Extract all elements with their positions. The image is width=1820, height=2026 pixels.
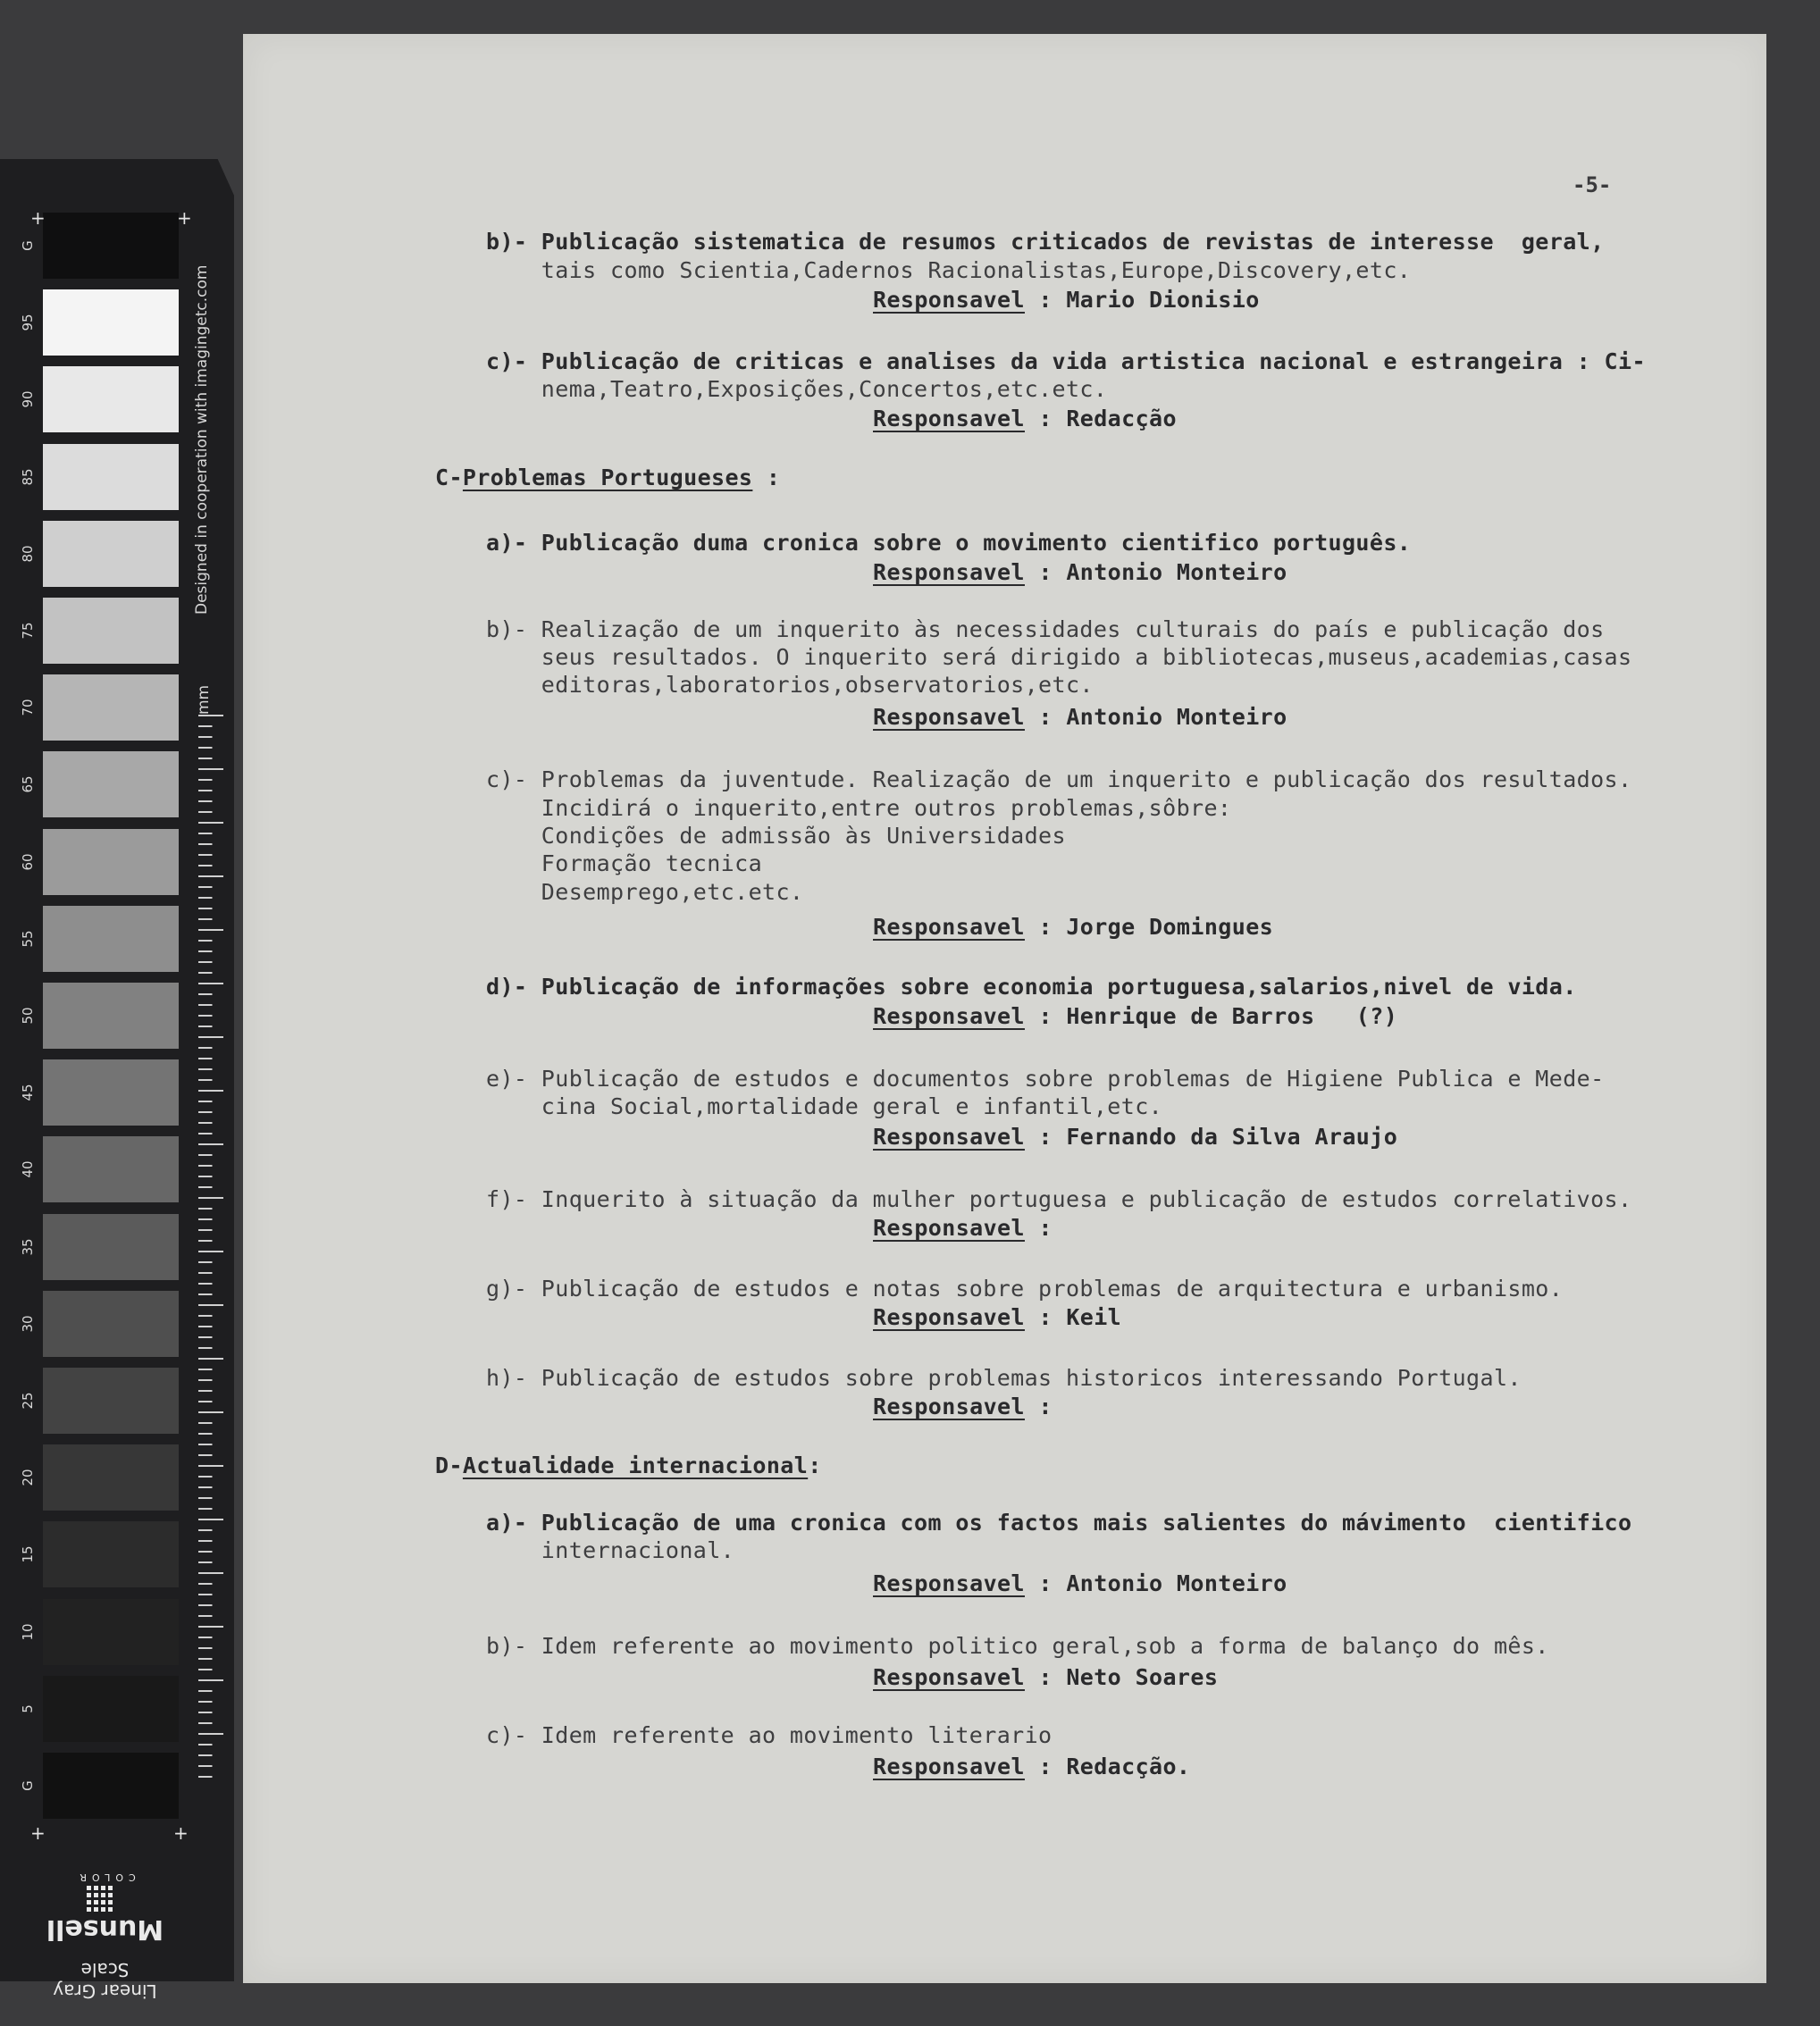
responsavel-label: Responsavel [873, 1304, 1025, 1330]
gray-scale-number: 95 [20, 314, 36, 331]
section-title: Actualidade internacional [462, 1453, 809, 1478]
body-text-line: cina Social,mortalidade geral e infantil,etc. [486, 1093, 1163, 1119]
responsavel-name: : Keil [1024, 1304, 1122, 1330]
gray-swatch [43, 521, 179, 587]
responsavel-name: : Antonio Monteiro [1024, 704, 1287, 730]
responsavel-line [873, 1754, 1190, 1780]
gray-swatch [43, 751, 179, 817]
body-text-line: b)- Idem referente ao movimento politico geral,sob a forma de balanço do mês. [486, 1633, 1549, 1659]
gray-swatch [43, 1521, 179, 1587]
body-text-line: f)- Inquerito à situação da mulher portuguesa e publicação de estudos correlativos. [486, 1186, 1632, 1212]
gray-scale-number: 10 [20, 1623, 36, 1641]
body-text-line: nema,Teatro,Exposições,Concertos,etc.etc. [486, 376, 1108, 402]
responsavel-label: Responsavel [873, 1664, 1025, 1690]
typewritten-page [243, 34, 1766, 1983]
section-title: Problemas Portugueses [462, 465, 753, 490]
gray-swatch [43, 1444, 179, 1511]
responsavel-label: Responsavel [873, 559, 1025, 585]
gray-scale-number: 80 [20, 545, 36, 563]
body-text-line: internacional. [486, 1537, 735, 1563]
gray-swatch [43, 213, 179, 279]
gray-swatch [43, 1059, 179, 1126]
gray-swatch [43, 444, 179, 510]
responsavel-label: Responsavel [873, 1215, 1025, 1241]
gray-swatch [43, 1753, 179, 1819]
body-text-line: g)- Publicação de estudos e notas sobre problemas de arquitectura e urbanismo. [486, 1276, 1564, 1302]
gray-swatch [43, 1136, 179, 1202]
gray-scale-number: 15 [20, 1545, 36, 1563]
responsavel-line [873, 1003, 1397, 1030]
gray-swatch [43, 1676, 179, 1742]
responsavel-name: : Redacção [1024, 406, 1177, 431]
gray-scale-number: 70 [20, 699, 36, 716]
munsell-grid-icon [86, 1883, 116, 1913]
body-text-line: Incidirá o inquerito,entre outros problemas,sôbre: [486, 795, 1232, 821]
responsavel-label: Responsavel [873, 914, 1025, 940]
gray-scale-number: 25 [20, 1392, 36, 1410]
responsavel-line [873, 1215, 1053, 1242]
gray-scale-number: 45 [20, 1084, 36, 1101]
plus-marker: + [30, 1822, 46, 1844]
gray-scale-number: G [20, 240, 36, 251]
plus-marker: + [30, 207, 46, 229]
gray-scale-number: 35 [20, 1238, 36, 1256]
body-text-line: c)- Publicação de criticas e analises da vida artistica nacional e estrangeira : Ci- [486, 348, 1646, 374]
body-text-line: Condições de admissão às Universidades [486, 823, 1066, 849]
body-text-line: Desemprego,etc.etc. [486, 879, 804, 905]
section-suffix: : [752, 465, 781, 490]
body-text-line: seus resultados. O inquerito será dirigido a bibliotecas,museus,academias,casas [486, 644, 1632, 670]
gray-swatch [43, 1599, 179, 1665]
responsavel-line [873, 914, 1273, 941]
section-heading [435, 1453, 822, 1479]
responsavel-label: Responsavel [873, 1124, 1025, 1150]
responsavel-line [873, 406, 1177, 432]
munsell-logo: Munsell [46, 1913, 164, 1945]
body-text-line: a)- Publicação de uma cronica com os factos mais salientes do mávimento cientifico [486, 1510, 1632, 1536]
body-text-line: editoras,laboratorios,observatorios,etc. [486, 672, 1094, 698]
gray-scale-number: 60 [20, 853, 36, 871]
responsavel-label: Responsavel [873, 1394, 1025, 1419]
gray-swatch [43, 366, 179, 432]
responsavel-line [873, 1394, 1053, 1420]
designed-by-text: Designed in cooperation with imagingetc.com [193, 264, 211, 615]
body-text-line: h)- Publicação de estudos sobre problemas historicos interessando Portugal. [486, 1365, 1522, 1391]
linear-gray-scale-label: Linear Gray Scale [53, 1959, 157, 2002]
gray-scale-number: 30 [20, 1315, 36, 1333]
responsavel-label: Responsavel [873, 287, 1025, 313]
responsavel-name: : Antonio Monteiro [1024, 1570, 1287, 1596]
gray-scale-number: 40 [20, 1160, 36, 1178]
responsavel-label: Responsavel [873, 406, 1025, 431]
body-text-line: c)- Idem referente ao movimento literario [486, 1722, 1053, 1748]
gray-swatch [43, 598, 179, 664]
page-number: -5- [1573, 172, 1612, 197]
gray-scale-number: 65 [20, 775, 36, 793]
body-text-line: c)- Problemas da juventude. Realização de um inquerito e publicação dos resultados. [486, 766, 1632, 792]
gray-swatch [43, 1291, 179, 1357]
gray-swatch [43, 829, 179, 895]
section-heading [435, 465, 780, 491]
body-text-line: b)- Realização de um inquerito às necessidades culturais do país e publicação dos [486, 616, 1605, 642]
responsavel-line [873, 704, 1287, 731]
body-text-line: tais como Scientia,Cadernos Racionalistas,Europe,Discovery,etc. [486, 257, 1412, 283]
responsavel-line [873, 1304, 1121, 1331]
responsavel-label: Responsavel [873, 1003, 1025, 1029]
responsavel-label: Responsavel [873, 704, 1025, 730]
body-text-line: e)- Publicação de estudos e documentos sobre problemas de Higiene Publica e Mede- [486, 1066, 1605, 1092]
gray-scale-number: 55 [20, 930, 36, 948]
gray-swatch [43, 289, 179, 356]
gray-swatch [43, 906, 179, 972]
responsavel-name: : Antonio Monteiro [1024, 559, 1287, 585]
gray-swatch [43, 674, 179, 741]
plus-marker: + [177, 207, 192, 229]
responsavel-line [873, 1570, 1287, 1597]
gray-scale-number: 50 [20, 1007, 36, 1025]
gray-swatch [43, 1368, 179, 1434]
mm-label: mm [195, 684, 213, 715]
munsell-brand [27, 1871, 183, 2002]
responsavel-name: : Redacção. [1024, 1754, 1191, 1779]
responsavel-label: Responsavel [873, 1754, 1025, 1779]
gray-scale-number: 90 [20, 390, 36, 408]
munsell-color-label: COLOR [74, 1871, 136, 1883]
responsavel-name: : Neto Soares [1024, 1664, 1219, 1690]
body-text-line: d)- Publicação de informações sobre economia portuguesa,salarios,nivel de vida. [486, 974, 1577, 1000]
responsavel-line [873, 559, 1287, 586]
gray-scale-number: 75 [20, 622, 36, 640]
responsavel-name: : Henrique de Barros (?) [1024, 1003, 1398, 1029]
responsavel-name: : [1024, 1394, 1053, 1419]
section-letter: C- [435, 465, 463, 490]
responsavel-line [873, 1664, 1218, 1691]
gray-scale-number: G [20, 1780, 36, 1791]
body-text-line: a)- Publicação duma cronica sobre o movimento cientifico português. [486, 530, 1412, 556]
responsavel-name: : [1024, 1215, 1053, 1241]
gray-swatch [43, 1214, 179, 1280]
mm-ruler-major [198, 715, 223, 1778]
body-text-line: Formação tecnica [486, 850, 763, 876]
gray-scale-number: 20 [20, 1469, 36, 1486]
section-letter: D- [435, 1453, 463, 1478]
plus-marker: + [173, 1822, 189, 1844]
responsavel-label: Responsavel [873, 1570, 1025, 1596]
section-suffix: : [808, 1453, 822, 1478]
gray-scale-number: 85 [20, 468, 36, 486]
responsavel-name: : Jorge Domingues [1024, 914, 1274, 940]
responsavel-name: : Mario Dionisio [1024, 287, 1260, 313]
responsavel-name: : Fernando da Silva Araujo [1024, 1124, 1398, 1150]
responsavel-line [873, 1124, 1397, 1151]
gray-scale-number: 5 [20, 1704, 36, 1713]
responsavel-line [873, 287, 1260, 314]
body-text-line: b)- Publicação sistematica de resumos criticados de revistas de interesse geral, [486, 229, 1605, 255]
gray-swatch [43, 983, 179, 1049]
